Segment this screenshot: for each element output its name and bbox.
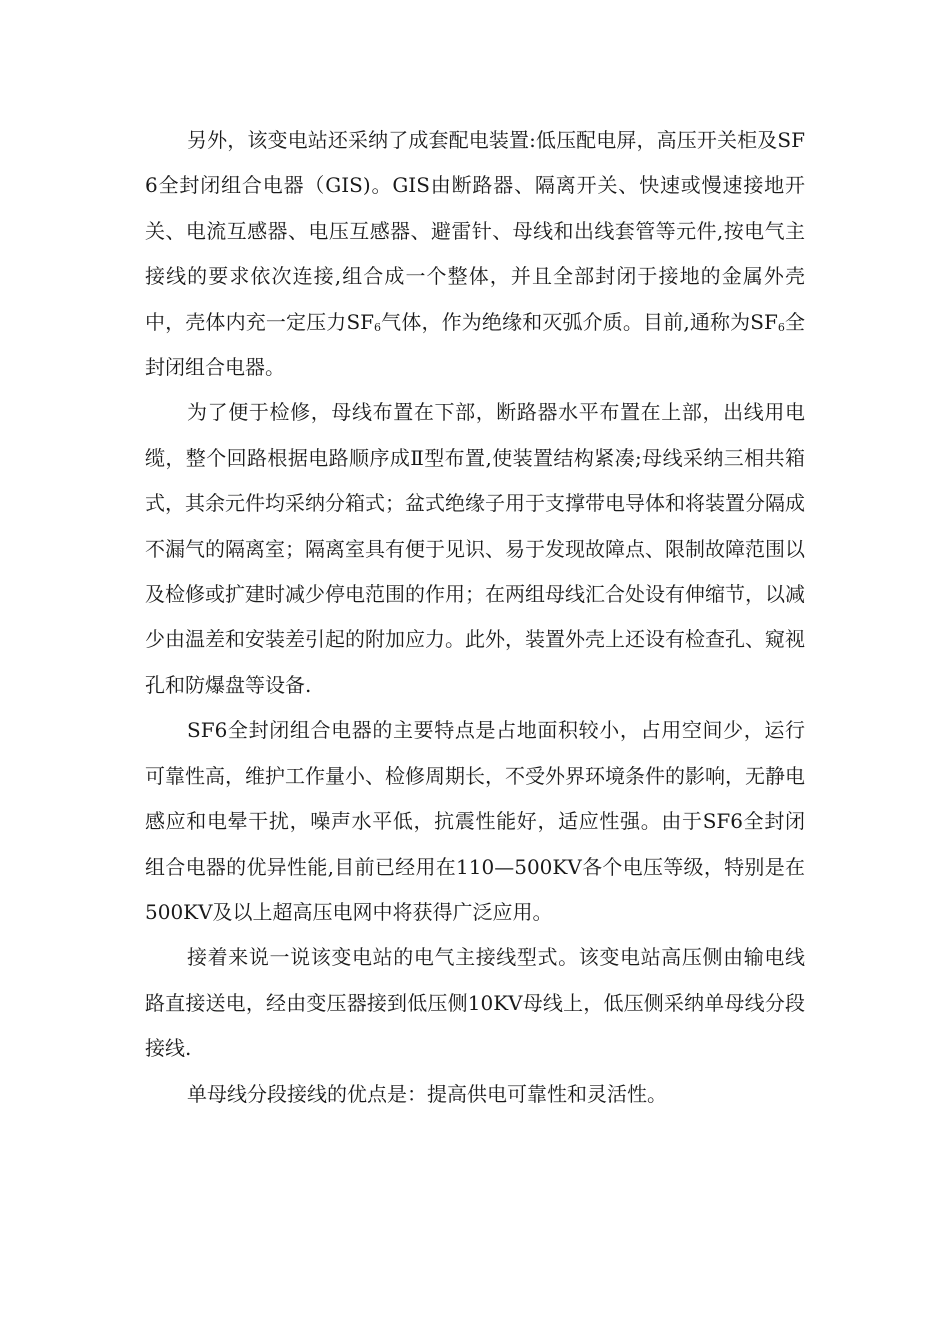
subscript-6: 6 <box>374 320 382 334</box>
paragraph-gis-intro <box>145 118 805 390</box>
paragraph-gis-intro-text-a: 另外，该变电站还采纳了成套配电装置:低压配电屏，高压开关柜及SF6全封闭组合电器（GIS)。GIS由断路器、隔离开关、快速或慢速接地开关、电流互感器、电压互感器、避雷针、母线和出线套管等元件,按电气主接线的要求依次连接,组合成一个整体，并且全部封闭于接地的金属外壳中，壳体内充一定压力SF <box>145 128 805 334</box>
paragraph-advantages: 单母线分段接线的优点是：提高供电可靠性和灵活性。 <box>187 1081 667 1106</box>
document-body <box>145 118 805 1117</box>
paragraph-features: SF6全封闭组合电器的主要特点是占地面积较小，占用空间少，运行可靠性高，维护工作量小、检修周期长，不受外界环境条件的影响，无静电感应和电晕干扰，噪声水平低，抗震性能好，适应性强。由于SF6全封闭组合电器的优异性能,目前已经用在110—500KV各个电压等级，特别是在500KV及以上超高压电网中将获得广泛应用。 <box>145 718 805 924</box>
paragraph-gis-intro-text-c: 全封闭组合电器。 <box>145 309 806 380</box>
paragraph-wiring: 接着来说一说该变电站的电气主接线型式。该变电站高压侧由输电线路直接送电，经由变压器接到低压侧10KV母线上，低压侧采纳单母线分段接线. <box>145 945 805 1061</box>
paragraph-layout: 为了便于检修，母线布置在下部，断路器水平布置在上部，出线用电缆，整个回路根据电路顺序成Ⅱ型布置,使装置结构紧凑;母线采纳三相共箱式，其余元件均采纳分箱式；盆式绝缘子用于支撑带电导体和将装置分隔成不漏气的隔离室；隔离室具有便于见识、易于发现故障点、限制故障范围以及检修或扩建时减少停电范围的作用；在两组母线汇合处设有伸缩节，以减少由温差和安装差引起的附加应力。此外，装置外壳上还设有检查孔、窥视孔和防爆盘等设备. <box>145 400 805 697</box>
subscript-6: 6 <box>777 320 785 334</box>
paragraph-gis-intro-text-b: 气体，作为绝缘和灭弧介质。目前,通称为SF <box>381 309 778 334</box>
